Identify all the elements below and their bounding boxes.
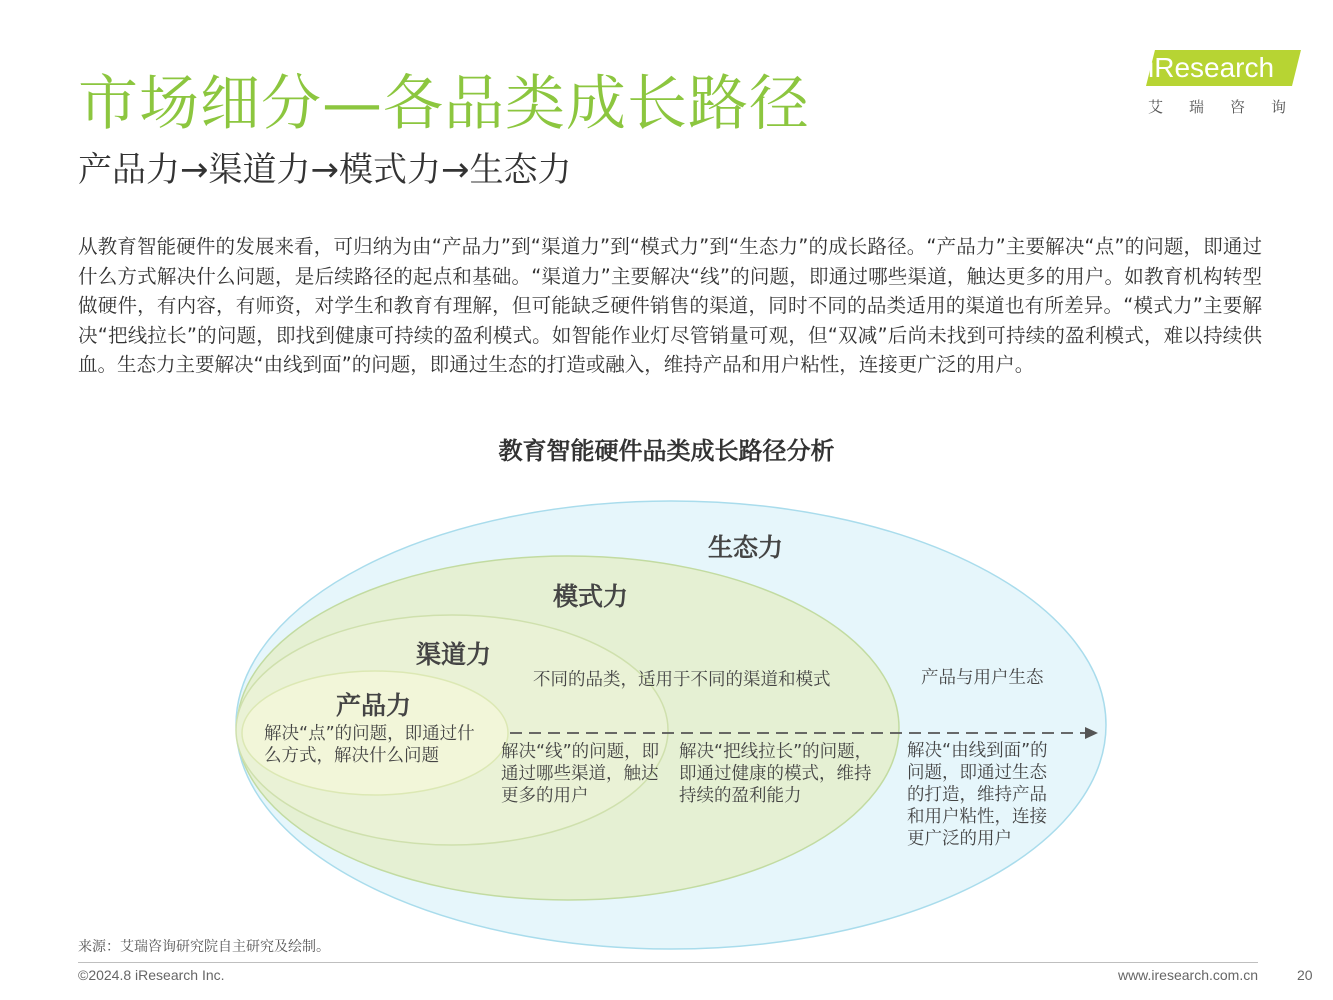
- logo-chinese-name: 艾瑞咨询: [1148, 98, 1313, 116]
- website-link: www.iresearch.com.cn: [1117, 967, 1258, 983]
- footer-divider: [78, 962, 1258, 963]
- page-subtitle: 产品力→渠道力→模式力→生态力: [78, 150, 572, 190]
- page-number: 20: [1297, 967, 1313, 983]
- product-desc: 解决“点”的问题，即通过什么方式，解决什么问题: [264, 724, 475, 766]
- source-note: 来源：艾瑞咨询研究院自主研究及绘制。: [78, 939, 330, 955]
- channel-label: 渠道力: [416, 640, 492, 669]
- channel-desc: 解决“线”的问题，即通过哪些渠道，触达更多的用户: [501, 742, 660, 806]
- ecosystem-desc: 解决“由线到面”的问题，即通过生态的打造，维持产品和用户粘性，连接更广泛的用户: [907, 741, 1048, 849]
- model-desc: 解决“把线拉长”的问题，即通过健康的模式，维持持续的盈利能力: [679, 742, 873, 806]
- product-label: 产品力: [336, 691, 412, 720]
- model-note: 不同的品类，适用于不同的渠道和模式: [533, 670, 831, 690]
- ecosystem-note: 产品与用户生态: [921, 668, 1044, 688]
- copyright: ©2024.8 iResearch Inc.: [78, 967, 225, 983]
- logo-text: iResearch: [1148, 52, 1275, 83]
- diagram-title: 教育智能硬件品类成长路径分析: [498, 437, 835, 465]
- model-label: 模式力: [553, 582, 629, 611]
- page-title: 市场细分—各品类成长路径: [78, 69, 810, 139]
- ecosystem-label: 生态力: [708, 533, 784, 562]
- intro-paragraph: 从教育智能硬件的发展来看，可归纳为由“产品力”到“渠道力”到“模式力”到“生态力”的成长路径。“产品力”主要解决“点”的问题，即通过什么方式解决什么问题，是后续路径的起点和基础。“渠道力”主要解决“线”的问题，即通过哪些渠道，触达更多的用户。如教育机构转型做硬件，有内容，有师资，对学生和教育有理解，但可能缺乏硬件销售的渠道，同时不同的品类适用的渠道也有所差异。“模式力”主要解决“把线拉长”的问题，即找到健康可持续的盈利模式。如智能作业灯尽管销量可观，但“双减”后尚未找到可持续的盈利模式，难以持续供血。生态力主要解决“由线到面”的问题，即通过生态的打造或融入，维持产品和用户粘性，连接更广泛的用户。: [78, 235, 1262, 377]
